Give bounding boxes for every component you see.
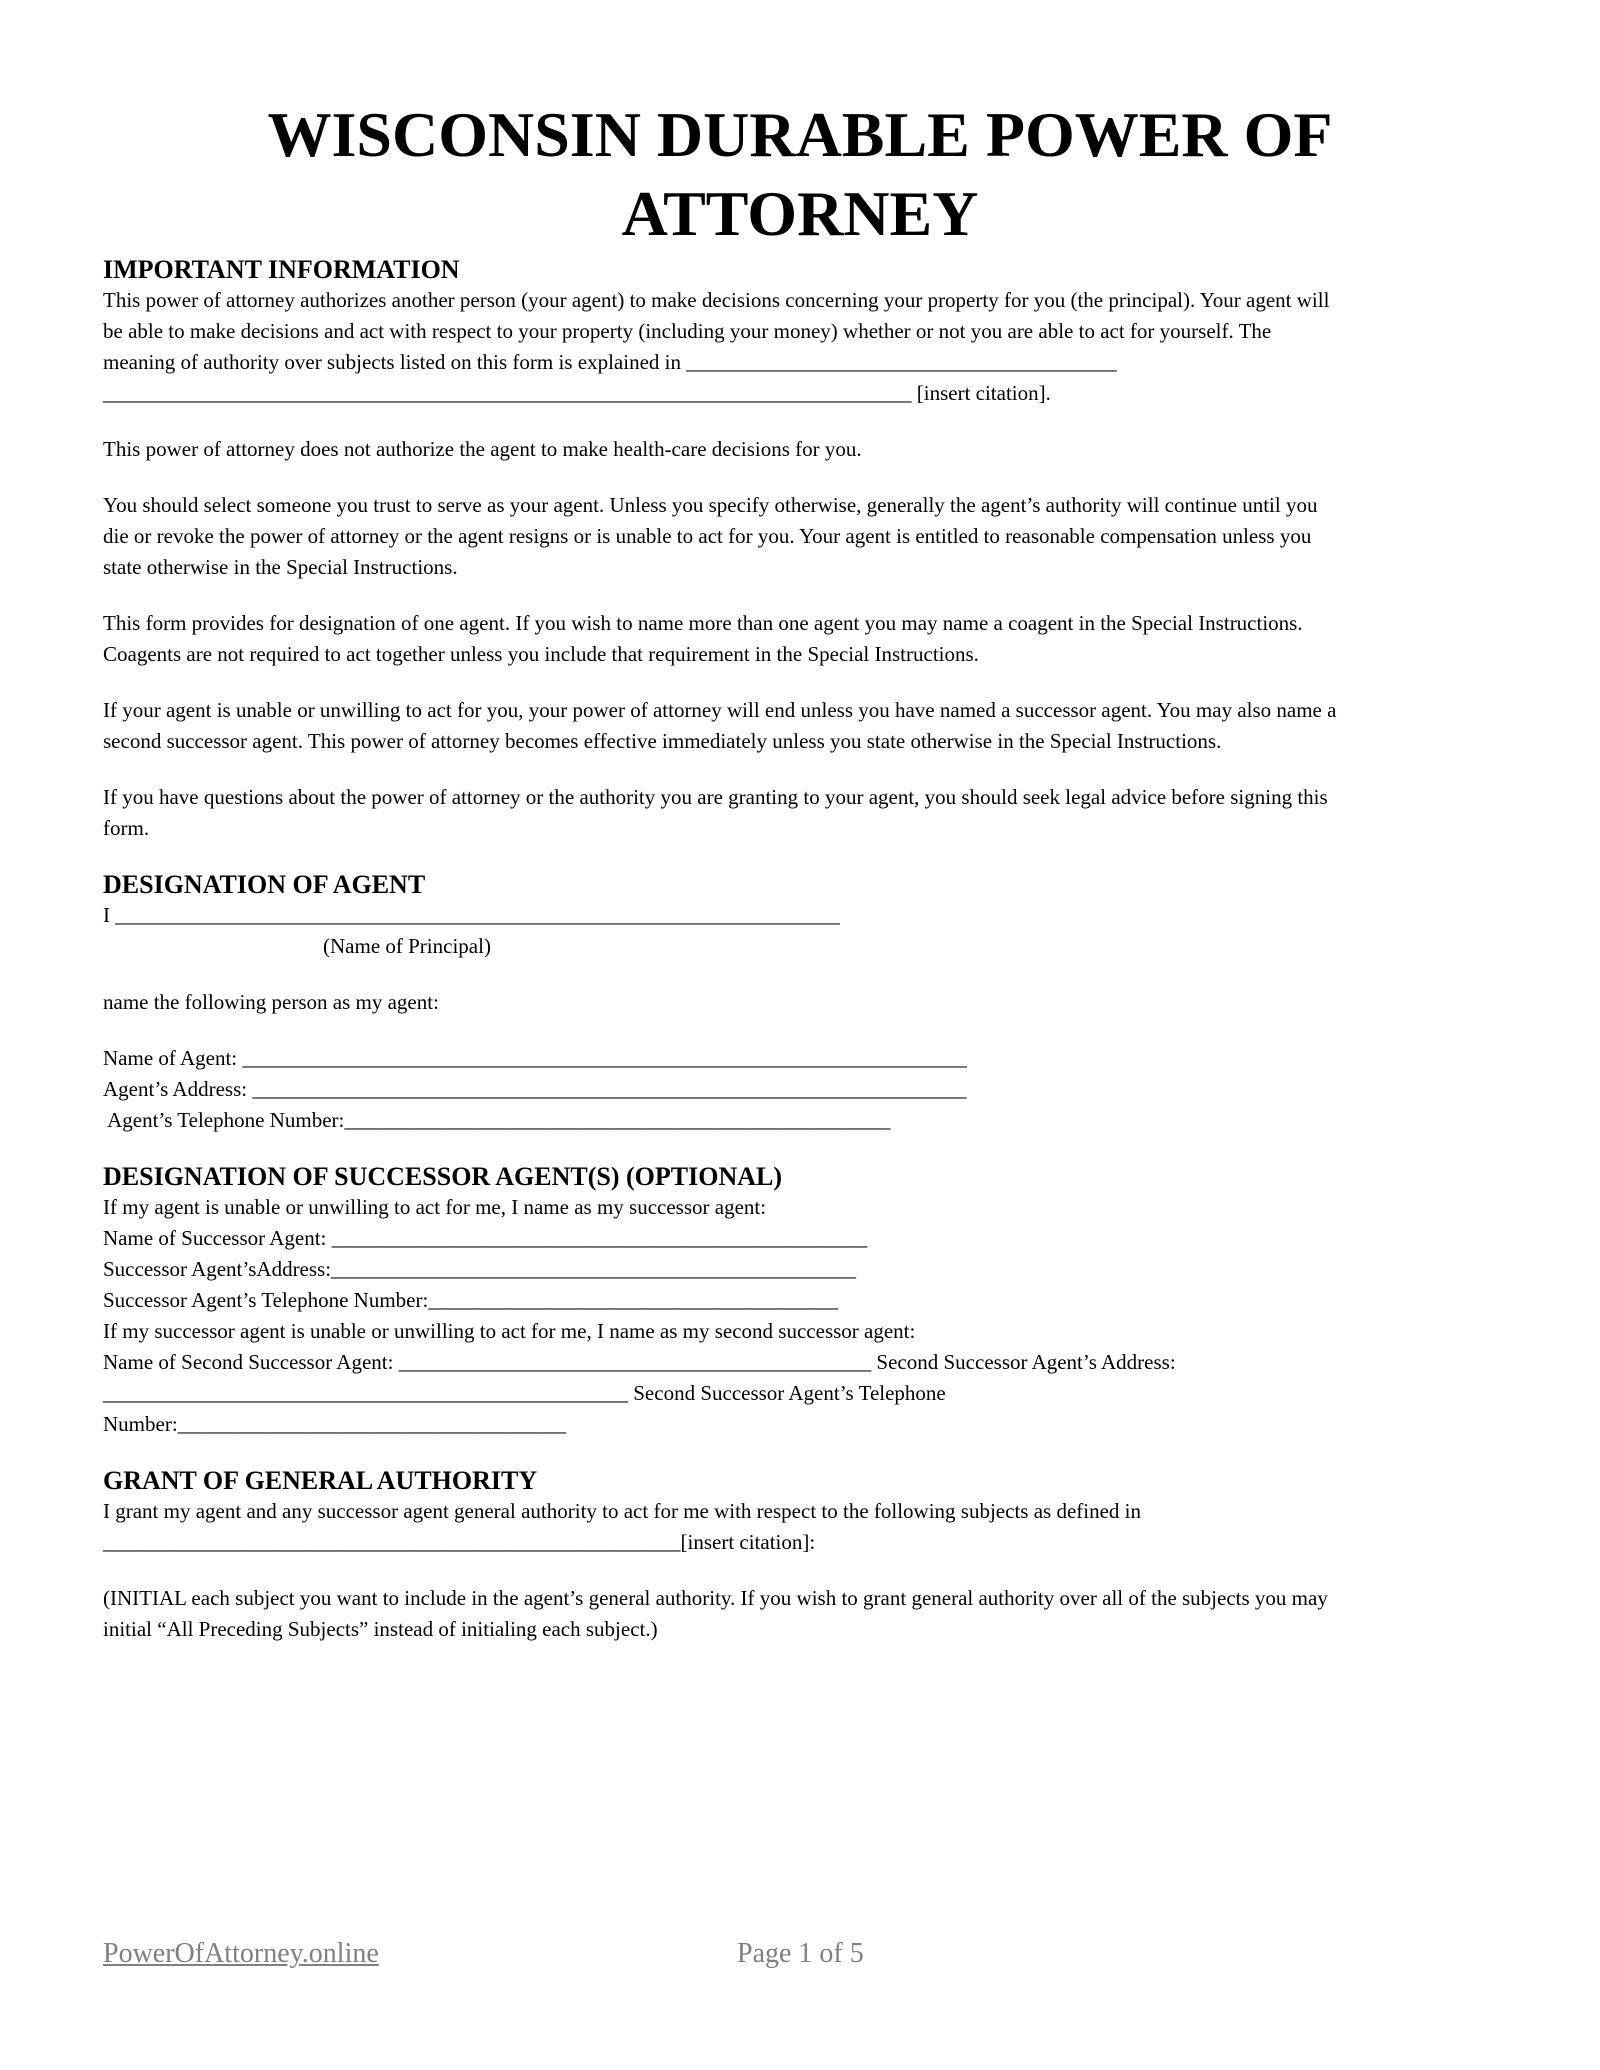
text-line: (INITIAL each subject you want to include in the agent’s general authority. If you wish to grant general authority over all of the subjects you may [103,1586,1328,1611]
agent-name-blank-line: Name of Agent: _____________________________________________________________________ [103,1046,967,1071]
health-care-paragraph [103,434,1497,465]
principal-name-caption: (Name of Principal) [323,934,491,959]
text-line: This power of attorney does not authorize the agent to make health-care decisions for you. [103,436,862,461]
section-designation-of-agent [103,869,1497,1136]
section-grant-of-general-authority [103,1465,1497,1645]
text-line: die or revoke the power of attorney or the agent resigns or is unable to act for you. Your agent is entitled to reasonable compensation unless you [103,523,1312,548]
document-title: WISCONSIN DURABLE POWER OF ATTORNEY [267,99,1333,250]
text-line: If you have questions about the power of attorney or the authority you are granting to your agent, you should seek legal advice before signing this [103,784,1328,809]
successor-phone-blank-line: Successor Agent’s Telephone Number:_______________________________________ [103,1288,838,1313]
text-line: This form provides for designation of one agent. If you wish to name more than one agent you may name a coagent in the Special Instructions. [103,610,1303,635]
successor-name-blank-line: Name of Successor Agent: ___________________________________________________ [103,1226,868,1251]
designation-of-agent-heading: DESIGNATION OF AGENT [103,869,426,899]
text-line: be able to make decisions and act with respect to your property (including your money) whether or not you are able to act for yourself. The [103,318,1272,343]
initial-instructions-paragraph [103,1583,1497,1645]
agent-details-block [103,1043,1497,1136]
grant-of-general-authority-heading: GRANT OF GENERAL AUTHORITY [103,1466,538,1496]
footer-site-link[interactable]: PowerOfAttorney.online [103,1938,379,1969]
agent-address-blank-line: Agent’s Address: ____________________________________________________________________ [103,1077,967,1102]
successor-address-blank-line: Successor Agent’sAddress:__________________________________________________ [103,1257,857,1282]
coagent-paragraph [103,608,1497,670]
agent-intro-line [103,987,1497,1018]
select-agent-paragraph [103,490,1497,583]
authorization-paragraph [103,285,1497,409]
text-line: state otherwise in the Special Instructions. [103,554,458,579]
text-line: initial “All Preceding Subjects” instead of initialing each subject.) [103,1617,658,1642]
second-successor-phone-blank-line: Number:_____________________________________ [103,1412,567,1437]
text-line: second successor agent. This power of attorney becomes effective immediately unless you state otherwise in the Special Instructions. [103,728,1222,753]
citation-blank-line: _____________________________________________________________________________ [insert citation]. [103,380,1051,405]
page-footer [103,1938,1497,1970]
successor-intro-line: If my agent is unable or unwilling to act for me, I name as my successor agent: [103,1195,767,1220]
text-line: form. [103,815,150,840]
successor-details-block [103,1192,1497,1440]
second-successor-intro-line: If my successor agent is unable or unwilling to act for me, I name as my second successor agent: [103,1319,916,1344]
principal-name-block [103,900,1497,962]
important-information-heading: IMPORTANT INFORMATION [103,254,460,284]
second-successor-name-blank-line: Name of Second Successor Agent: _____________________________________________ Second Successor Agent’s Address: [103,1350,1176,1375]
agent-phone-blank-line: Agent’s Telephone Number:____________________________________________________ [103,1108,891,1133]
text-line: This power of attorney authorizes another person (your agent) to make decisions concerning your property for you (the principal). Your agent will [103,287,1330,312]
citation-blank-line: _______________________________________________________[insert citation]: [103,1530,816,1555]
section-important-information [103,254,1497,844]
page-number-indicator: Page 1 of 5 [737,1938,864,1969]
text-line: name the following person as my agent: [103,990,439,1015]
principal-name-blank-line: I _____________________________________________________________________ [103,903,840,928]
citation-blank-line: meaning of authority over subjects listed on this form is explained in _________________________________________ [103,349,1117,374]
text-line: I grant my agent and any successor agent general authority to act for me with respect to the following subjects as defined in [103,1499,1142,1524]
text-line: Coagents are not required to act together unless you include that requirement in the Special Instructions. [103,641,979,666]
second-successor-address-blank-line: __________________________________________________ Second Successor Agent’s Telephone [103,1381,946,1406]
section-designation-of-successor-agent [103,1161,1497,1440]
text-line: You should select someone you trust to serve as your agent. Unless you specify otherwise, generally the agent’s authority will continue until you [103,492,1318,517]
text-line: If your agent is unable or unwilling to act for you, your power of attorney will end unless you have named a successor agent. You may also name a [103,697,1337,722]
legal-advice-paragraph [103,782,1497,844]
grant-paragraph [103,1496,1497,1558]
designation-of-successor-heading: DESIGNATION OF SUCCESSOR AGENT(S) (OPTIONAL) [103,1162,782,1192]
successor-agent-paragraph [103,695,1497,757]
